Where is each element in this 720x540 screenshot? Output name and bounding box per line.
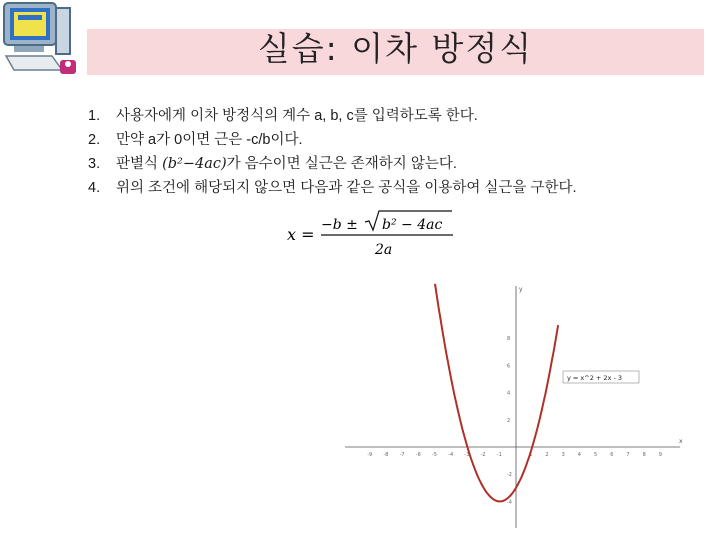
step-text-after: 가 음수이면 실근은 존재하지 않는다. — [226, 156, 457, 172]
x-tick-label: 8 — [642, 452, 646, 458]
list-item — [88, 128, 668, 152]
x-ticks — [367, 452, 662, 458]
step-number: 3. — [88, 156, 101, 172]
formula-numerator-lead: −b ± — [321, 217, 358, 233]
steps-list — [88, 104, 668, 200]
legend-text: y = x^2 + 2x - 3 — [567, 374, 623, 382]
step-number: 1. — [88, 108, 101, 124]
y-tick-label: 4 — [507, 390, 511, 397]
x-tick-label: -6 — [415, 452, 421, 458]
x-tick-label: -9 — [367, 452, 373, 458]
y-tick-label: 6 — [507, 363, 511, 370]
x-tick-label: 7 — [626, 452, 630, 458]
step-text: 위의 조건에 해당되지 않으면 다음과 같은 공식을 이용하여 실근을 구한다. — [116, 180, 577, 196]
step-text: 사용자에게 이차 방정식의 계수 a, b, c를 입력하도록 한다. — [116, 108, 478, 124]
x-tick-label: 5 — [594, 452, 598, 458]
y-tick-label: -4 — [507, 499, 512, 506]
discriminant-math: (b²−4ac) — [162, 156, 227, 172]
y-tick-label: 2 — [507, 417, 511, 424]
parabola-curve — [435, 284, 558, 502]
x-tick-label: -7 — [399, 452, 405, 458]
list-item — [88, 104, 668, 128]
list-item — [88, 176, 668, 200]
computer-logo-icon — [0, 0, 82, 82]
y-ticks — [507, 336, 512, 505]
quadratic-formula — [287, 208, 457, 260]
step-text — [116, 152, 668, 176]
slide-title: 실습: 이차 방정식 — [257, 29, 534, 68]
x-tick-label: -1 — [496, 452, 502, 458]
formula-denominator: 2a — [375, 242, 393, 258]
formula-radicand: b² − 4ac — [382, 217, 443, 233]
step-number: 2. — [88, 132, 101, 148]
x-tick-label: -2 — [480, 452, 486, 458]
list-item — [88, 152, 668, 176]
x-tick-label: 9 — [658, 452, 662, 458]
x-tick-label: 3 — [561, 452, 565, 458]
x-tick-label: 6 — [610, 452, 614, 458]
x-tick-label: -3 — [464, 452, 470, 458]
x-tick-label: -5 — [432, 452, 437, 458]
y-tick-label: -2 — [507, 472, 512, 479]
step-number: 4. — [88, 180, 101, 196]
step-text-before: 판별식 — [116, 156, 163, 172]
parabola-graph — [335, 282, 690, 530]
x-tick-label: -8 — [383, 452, 389, 458]
x-tick-label: 1 — [529, 452, 533, 458]
formula-lhs: x = — [287, 225, 315, 244]
x-axis-label: x — [679, 438, 683, 445]
x-tick-label: 4 — [577, 452, 581, 458]
x-tick-label: 2 — [545, 452, 549, 458]
slide-title-bar — [87, 29, 704, 75]
y-tick-label: 8 — [507, 336, 511, 343]
y-axis-label: y — [519, 286, 523, 293]
x-tick-label: -4 — [448, 452, 454, 458]
step-text: 만약 a가 0이면 근은 -c/b이다. — [116, 132, 303, 148]
